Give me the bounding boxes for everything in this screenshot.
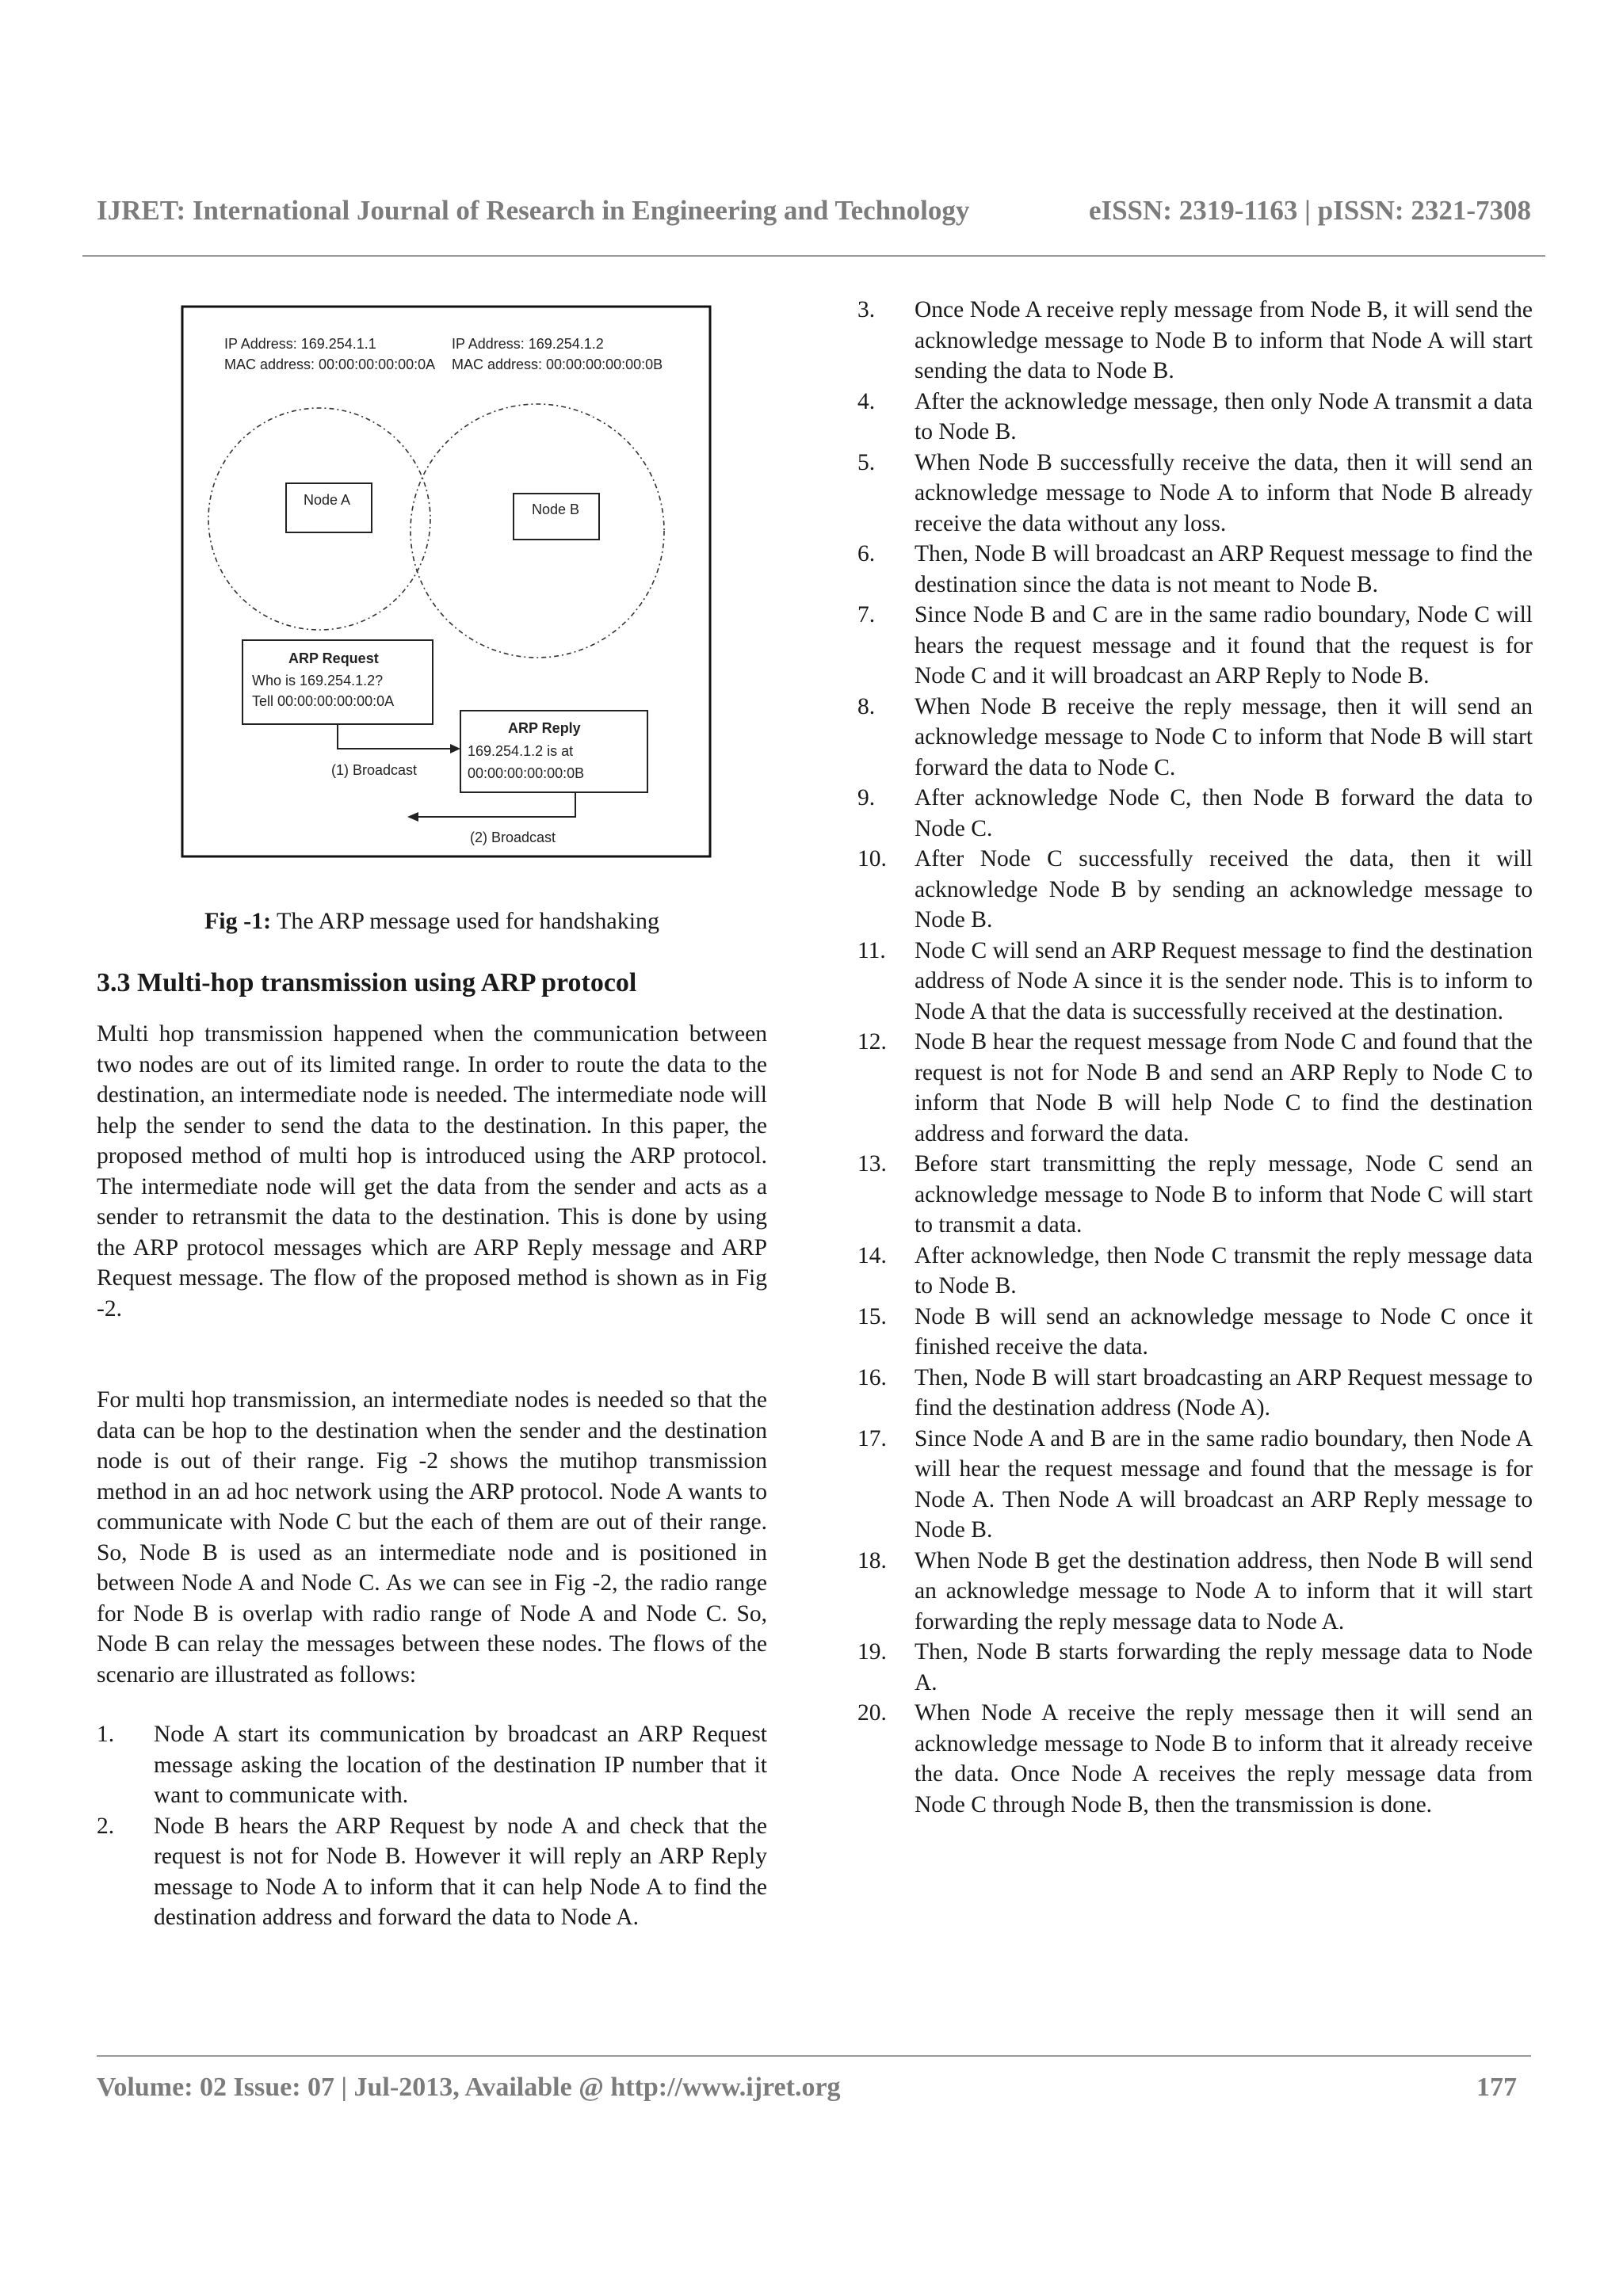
- list-item: [97, 1719, 767, 1811]
- list-item: [857, 692, 1533, 784]
- arp-request-title: ARP Request: [288, 650, 379, 666]
- step-text: Node B hear the request message from Node C and found that the request is not for Node B and send an ARP Reply to Node C to inform that Node B will help Node C to find the destination address and forward the data.: [915, 1029, 1533, 1146]
- step-text: After acknowledge, then Node C transmit the reply message data to Node B.: [915, 1242, 1533, 1299]
- step-text: Since Node A and B are in the same radio boundary, then Node A will hear the request message and found that the message is for Node A. Then Node A will broadcast an ARP Reply message to Node B.: [915, 1425, 1533, 1543]
- step-number: 10.: [857, 846, 887, 871]
- arp-reply-title: ARP Reply: [508, 720, 581, 736]
- step-text: After Node C successfully received the data, then it will acknowledge Node B by sending an acknowledge message to Node B.: [915, 846, 1533, 933]
- step-text: After the acknowledge message, then only Node A transmit a data to Node B.: [915, 388, 1533, 444]
- step-text: When Node A receive the reply message then it will send an acknowledge message to Node B to inform that it already receive the data. Once Node A receives the reply message data from Node C through Node B, then the transmission is done.: [915, 1700, 1533, 1817]
- steps-list-right: [857, 295, 1533, 1820]
- list-item: [857, 1302, 1533, 1363]
- steps-list-left: [97, 1719, 767, 1933]
- page-footer: [97, 2073, 1517, 2103]
- step-number: 11.: [857, 937, 886, 963]
- figure-arp-handshake: [181, 305, 712, 858]
- step-number: 7.: [857, 602, 876, 627]
- list-item: [857, 600, 1533, 692]
- step-number: 15.: [857, 1303, 887, 1329]
- step-number: 1.: [97, 1722, 115, 1747]
- step-number: 8.: [857, 693, 876, 719]
- step-text: Node C will send an ARP Request message to find the destination address of Node A since it is the sender node. This is to inform to Node A that the data is successfully received at the destination.: [915, 937, 1533, 1024]
- caption-text: The ARP message used for handshaking: [271, 908, 660, 934]
- step-number: 3.: [857, 297, 876, 322]
- footer-volume: Volume: 02 Issue: 07 | Jul-2013, Available @ http://www.ijret.org: [97, 2073, 841, 2102]
- broadcast-1-label: (1) Broadcast: [331, 762, 418, 778]
- step-number: 2.: [97, 1813, 115, 1839]
- step-number: 12.: [857, 1029, 887, 1055]
- list-item: [857, 1424, 1533, 1546]
- step-number: 14.: [857, 1242, 887, 1268]
- step-number: 4.: [857, 388, 876, 414]
- arp-reply-line1: 169.254.1.2 is at: [468, 743, 574, 759]
- node-a-label: Node A: [304, 492, 351, 508]
- list-item: [857, 448, 1533, 540]
- step-text: Node B will send an acknowledge message to Node C once it finished receive the data.: [915, 1303, 1533, 1360]
- page-number: 177: [1476, 2073, 1517, 2102]
- node-a-mac: MAC address: 00:00:00:00:00:0A: [224, 357, 436, 372]
- list-item: [857, 387, 1533, 448]
- step-number: 20.: [857, 1700, 887, 1726]
- broadcast-2-label: (2) Broadcast: [470, 830, 556, 845]
- list-item: [857, 844, 1533, 936]
- header-divider: [82, 255, 1545, 257]
- section-heading: 3.3 Multi-hop transmission using ARP protocol: [97, 968, 637, 997]
- node-a-ip: IP Address: 169.254.1.1: [224, 336, 376, 352]
- step-text: When Node B get the destination address, then Node B will send an acknowledge message to Node A to inform that it will start forwarding the reply message data to Node A.: [915, 1547, 1533, 1634]
- list-item: [857, 1698, 1533, 1820]
- node-a-box: [286, 483, 372, 532]
- step-number: 5.: [857, 449, 876, 475]
- step-text: Before start transmitting the reply message, Node C send an acknowledge message to Node B to inform that Node C will start to transmit a data.: [915, 1151, 1533, 1238]
- caption-label: Fig -1:: [204, 908, 272, 934]
- node-b-ip: IP Address: 169.254.1.2: [452, 336, 604, 352]
- step-number: 6.: [857, 541, 876, 566]
- list-item: [857, 936, 1533, 1028]
- step-text: Then, Node B starts forwarding the reply message data to Node A.: [915, 1639, 1533, 1695]
- list-item: [857, 1149, 1533, 1241]
- list-item: [857, 295, 1533, 387]
- list-item: [857, 1027, 1533, 1149]
- list-item: [857, 1241, 1533, 1302]
- step-number: 9.: [857, 785, 876, 810]
- step-text: Once Node A receive reply message from Node B, it will send the acknowledge message to Node B to inform that Node A will start sending the data to Node B.: [915, 297, 1533, 383]
- step-text: When Node B receive the reply message, then it will send an acknowledge message to Node C to inform that Node B will start forward the data to Node C.: [915, 693, 1533, 780]
- step-text: Node B hears the ARP Request by node A and check that the request is not for Node B. However it will reply an ARP Reply message to Node A to inform that it can help Node A to find the destination address and forward the data to Node A.: [154, 1813, 767, 1930]
- list-item: [97, 1811, 767, 1933]
- running-header: [97, 195, 1531, 227]
- step-text: When Node B successfully receive the data, then it will send an acknowledge message to Node A to inform that Node B already receive the data without any loss.: [915, 449, 1533, 536]
- step-number: 17.: [857, 1425, 887, 1451]
- step-text: After acknowledge Node C, then Node B forward the data to Node C.: [915, 785, 1533, 841]
- footer-divider: [97, 2055, 1531, 2057]
- step-number: 18.: [857, 1547, 887, 1573]
- issn: eISSN: 2319-1163 | pISSN: 2321-7308: [1088, 195, 1531, 226]
- paragraph-2: For multi hop transmission, an intermediate nodes is needed so that the data can be hop to the destination when the sender and the destination node is out of their range. Fig -2 shows the mutihop transmission method in an ad hoc network using the ARP protocol. Node A wants to communicate with Node C but the each of them are out of their range. So, Node B is used as an intermediate node and is positioned in between Node A and Node C. As we can see in Fig -2, the radio range for Node B is overlap with radio range of Node A and Node C. So, Node B can relay the messages between these nodes. The flows of the scenario are illustrated as follows:: [97, 1387, 767, 1688]
- list-item: [857, 783, 1533, 844]
- step-text: Since Node B and C are in the same radio boundary, Node C will hears the request message and it found that the request is for Node C and it will broadcast an ARP Reply to Node B.: [915, 602, 1533, 688]
- arp-diagram: [181, 305, 712, 858]
- step-text: Node A start its communication by broadcast an ARP Request message asking the location of the destination IP number that it want to communicate with.: [154, 1722, 767, 1808]
- list-item: [857, 539, 1533, 600]
- figure-caption: [97, 908, 767, 935]
- node-b-label: Node B: [532, 502, 580, 517]
- step-number: 19.: [857, 1639, 887, 1665]
- arp-request-line1: Who is 169.254.1.2?: [252, 673, 384, 688]
- paragraph-1: Multi hop transmission happened when the communication between two nodes are out of its limited range. In order to route the data to the destination, an intermediate node is needed. The intermediate node will help the sender to send the data to the destination. In this paper, the proposed method of multi hop is introduced using the ARP protocol. The intermediate node will get the data from the sender and acts as a sender to retransmit the data to the destination. This is done by using the ARP protocol messages which are ARP Reply message and ARP Request message. The flow of the proposed method is shown as in Fig -2.: [97, 1021, 767, 1322]
- list-item: [857, 1363, 1533, 1424]
- list-item: [857, 1546, 1533, 1638]
- node-b-mac: MAC address: 00:00:00:00:00:0B: [452, 357, 663, 372]
- step-number: 16.: [857, 1364, 887, 1390]
- arp-reply-line2: 00:00:00:00:00:0B: [468, 765, 585, 781]
- step-text: Then, Node B will broadcast an ARP Request message to find the destination since the data is not meant to Node B.: [915, 541, 1533, 597]
- list-item: [857, 1637, 1533, 1698]
- step-number: 13.: [857, 1151, 887, 1177]
- arp-request-line2: Tell 00:00:00:00:00:0A: [252, 693, 395, 709]
- step-text: Then, Node B will start broadcasting an ARP Request message to find the destination address (Node A).: [915, 1364, 1533, 1421]
- journal-title: IJRET: International Journal of Research in Engineering and Technology: [97, 195, 970, 226]
